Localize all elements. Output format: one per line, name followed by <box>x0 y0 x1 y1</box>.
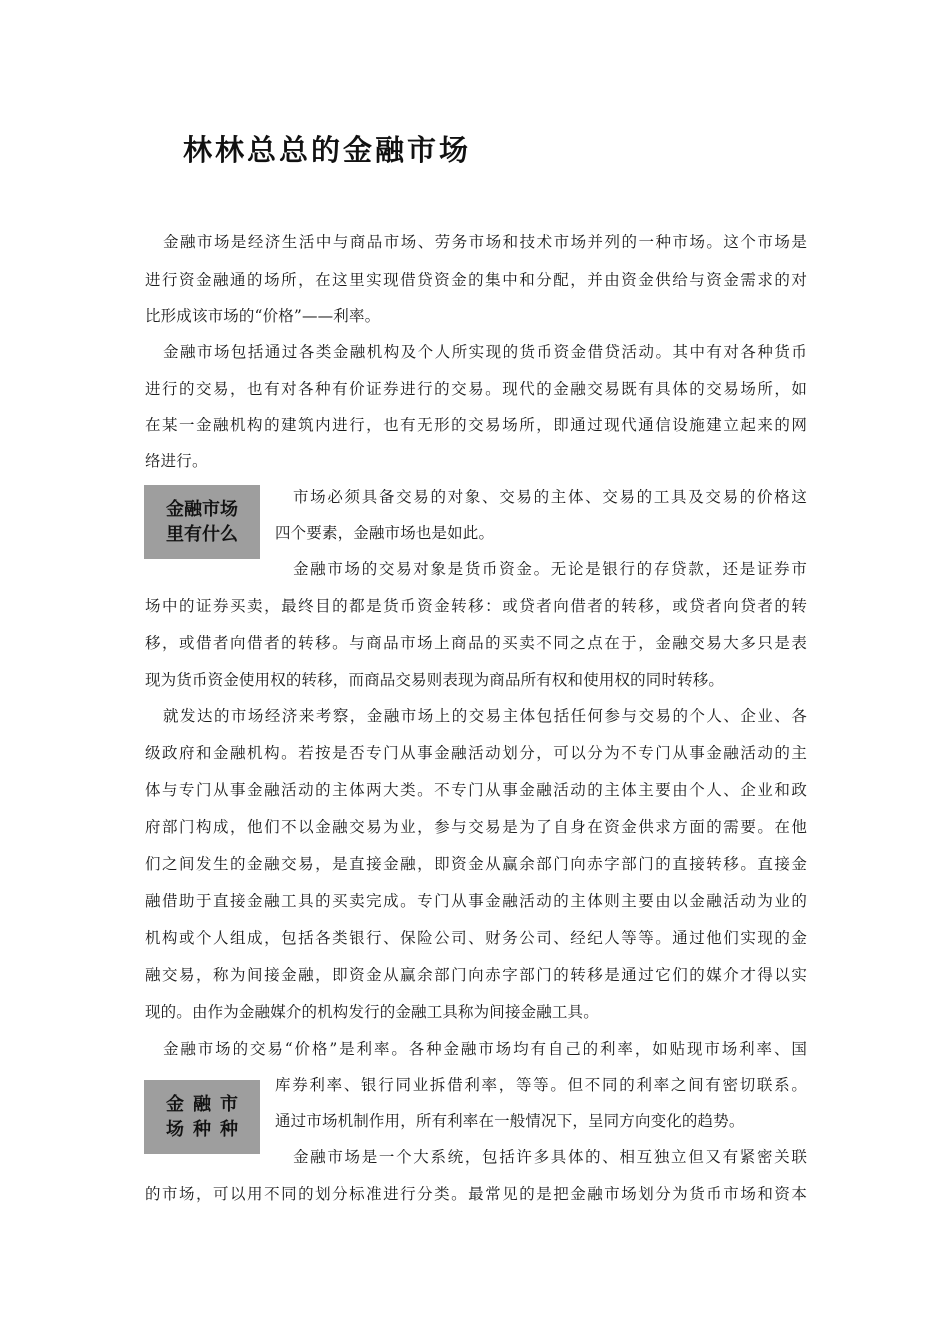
page-title: 林林总总的金融市场 <box>183 133 472 167</box>
text-line: 四个要素，金融市场也是如此。 <box>275 524 495 542</box>
text-line: 机构或个人组成，包括各类银行、保险公司、财务公司、经纪人等等。通过他们实现的金 <box>145 929 807 947</box>
text-line: 通过市场机制作用，所有利率在一般情况下，呈同方向变化的趋势。 <box>275 1112 745 1130</box>
text-line: 体与专门从事金融活动的主体两大类。不专门从事金融活动的主体主要由个人、企业和政 <box>145 781 807 799</box>
text-line: 融交易，称为间接金融，即资金从赢余部门向赤字部门的转移是通过它们的媒介才得以实 <box>145 966 807 984</box>
text-line: 级政府和金融机构。若按是否专门从事金融活动划分，可以分为不专门从事金融活动的主 <box>145 744 807 762</box>
sidebar-box-what-in-market <box>144 485 260 559</box>
sidebar-box-market-types <box>144 1080 260 1154</box>
text-line: 络进行。 <box>145 452 208 470</box>
text-line: 融借助于直接金融工具的买卖完成。专门从事金融活动的主体则主要由以金融活动为业的 <box>145 892 807 910</box>
sidebar-box-line: 场种种 <box>166 1119 247 1140</box>
text-line: 比形成该市场的“价格”——利率。 <box>145 307 381 325</box>
text-line: 进行资金融通的场所，在这里实现借贷资金的集中和分配，并由资金供给与资金需求的对 <box>145 271 807 289</box>
text-line: 金融市场是经济生活中与商品市场、劳务市场和技术市场并列的一种市场。这个市场是 <box>163 233 807 251</box>
sidebar-box-line: 金融市场 <box>166 499 238 520</box>
text-line: 金融市场的交易“价格”是利率。各种金融市场均有自己的利率，如贴现市场利率、国 <box>163 1040 807 1058</box>
text-line: 们之间发生的金融交易，是直接金融，即资金从赢余部门向赤字部门的直接转移。直接金 <box>145 855 807 873</box>
text-line: 移，或借者向借者的转移。与商品市场上商品的买卖不同之点在于，金融交易大多只是表 <box>145 634 807 652</box>
sidebar-box-line: 里有什么 <box>166 524 238 545</box>
text-line: 现的。由作为金融媒介的机构发行的金融工具称为间接金融工具。 <box>145 1003 599 1021</box>
text-line: 金融市场包括通过各类金融机构及个人所实现的货币资金借贷活动。其中有对各种货币 <box>163 343 807 361</box>
text-line: 的市场，可以用不同的划分标准进行分类。最常见的是把金融市场划分为货币市场和资本 <box>145 1185 807 1203</box>
text-line: 在某一金融机构的建筑内进行，也有无形的交易场所，即通过现代通信设施建立起来的网 <box>145 416 807 434</box>
text-line: 金融市场是一个大系统，包括许多具体的、相互独立但又有紧密关联 <box>293 1148 807 1166</box>
text-line: 场中的证券买卖，最终目的都是货币资金转移：或贷者向借者的转移，或贷者向贷者的转 <box>145 597 807 615</box>
text-line: 库券利率、银行同业拆借利率，等等。但不同的利率之间有密切联系。 <box>275 1076 807 1094</box>
sidebar-box-line: 金融市 <box>166 1094 247 1115</box>
text-line: 进行的交易，也有对各种有价证券进行的交易。现代的金融交易既有具体的交易场所，如 <box>145 380 807 398</box>
text-line: 金融市场的交易对象是货币资金。无论是银行的存贷款，还是证券市 <box>293 560 807 578</box>
text-line: 府部门构成，他们不以金融交易为业，参与交易是为了自身在资金供求方面的需要。在他 <box>145 818 807 836</box>
text-line: 现为货币资金使用权的转移，而商品交易则表现为商品所有权和使用权的同时转移。 <box>145 671 725 689</box>
text-line: 市场必须具备交易的对象、交易的主体、交易的工具及交易的价格这 <box>293 488 807 506</box>
text-line: 就发达的市场经济来考察，金融市场上的交易主体包括任何参与交易的个人、企业、各 <box>163 707 807 725</box>
